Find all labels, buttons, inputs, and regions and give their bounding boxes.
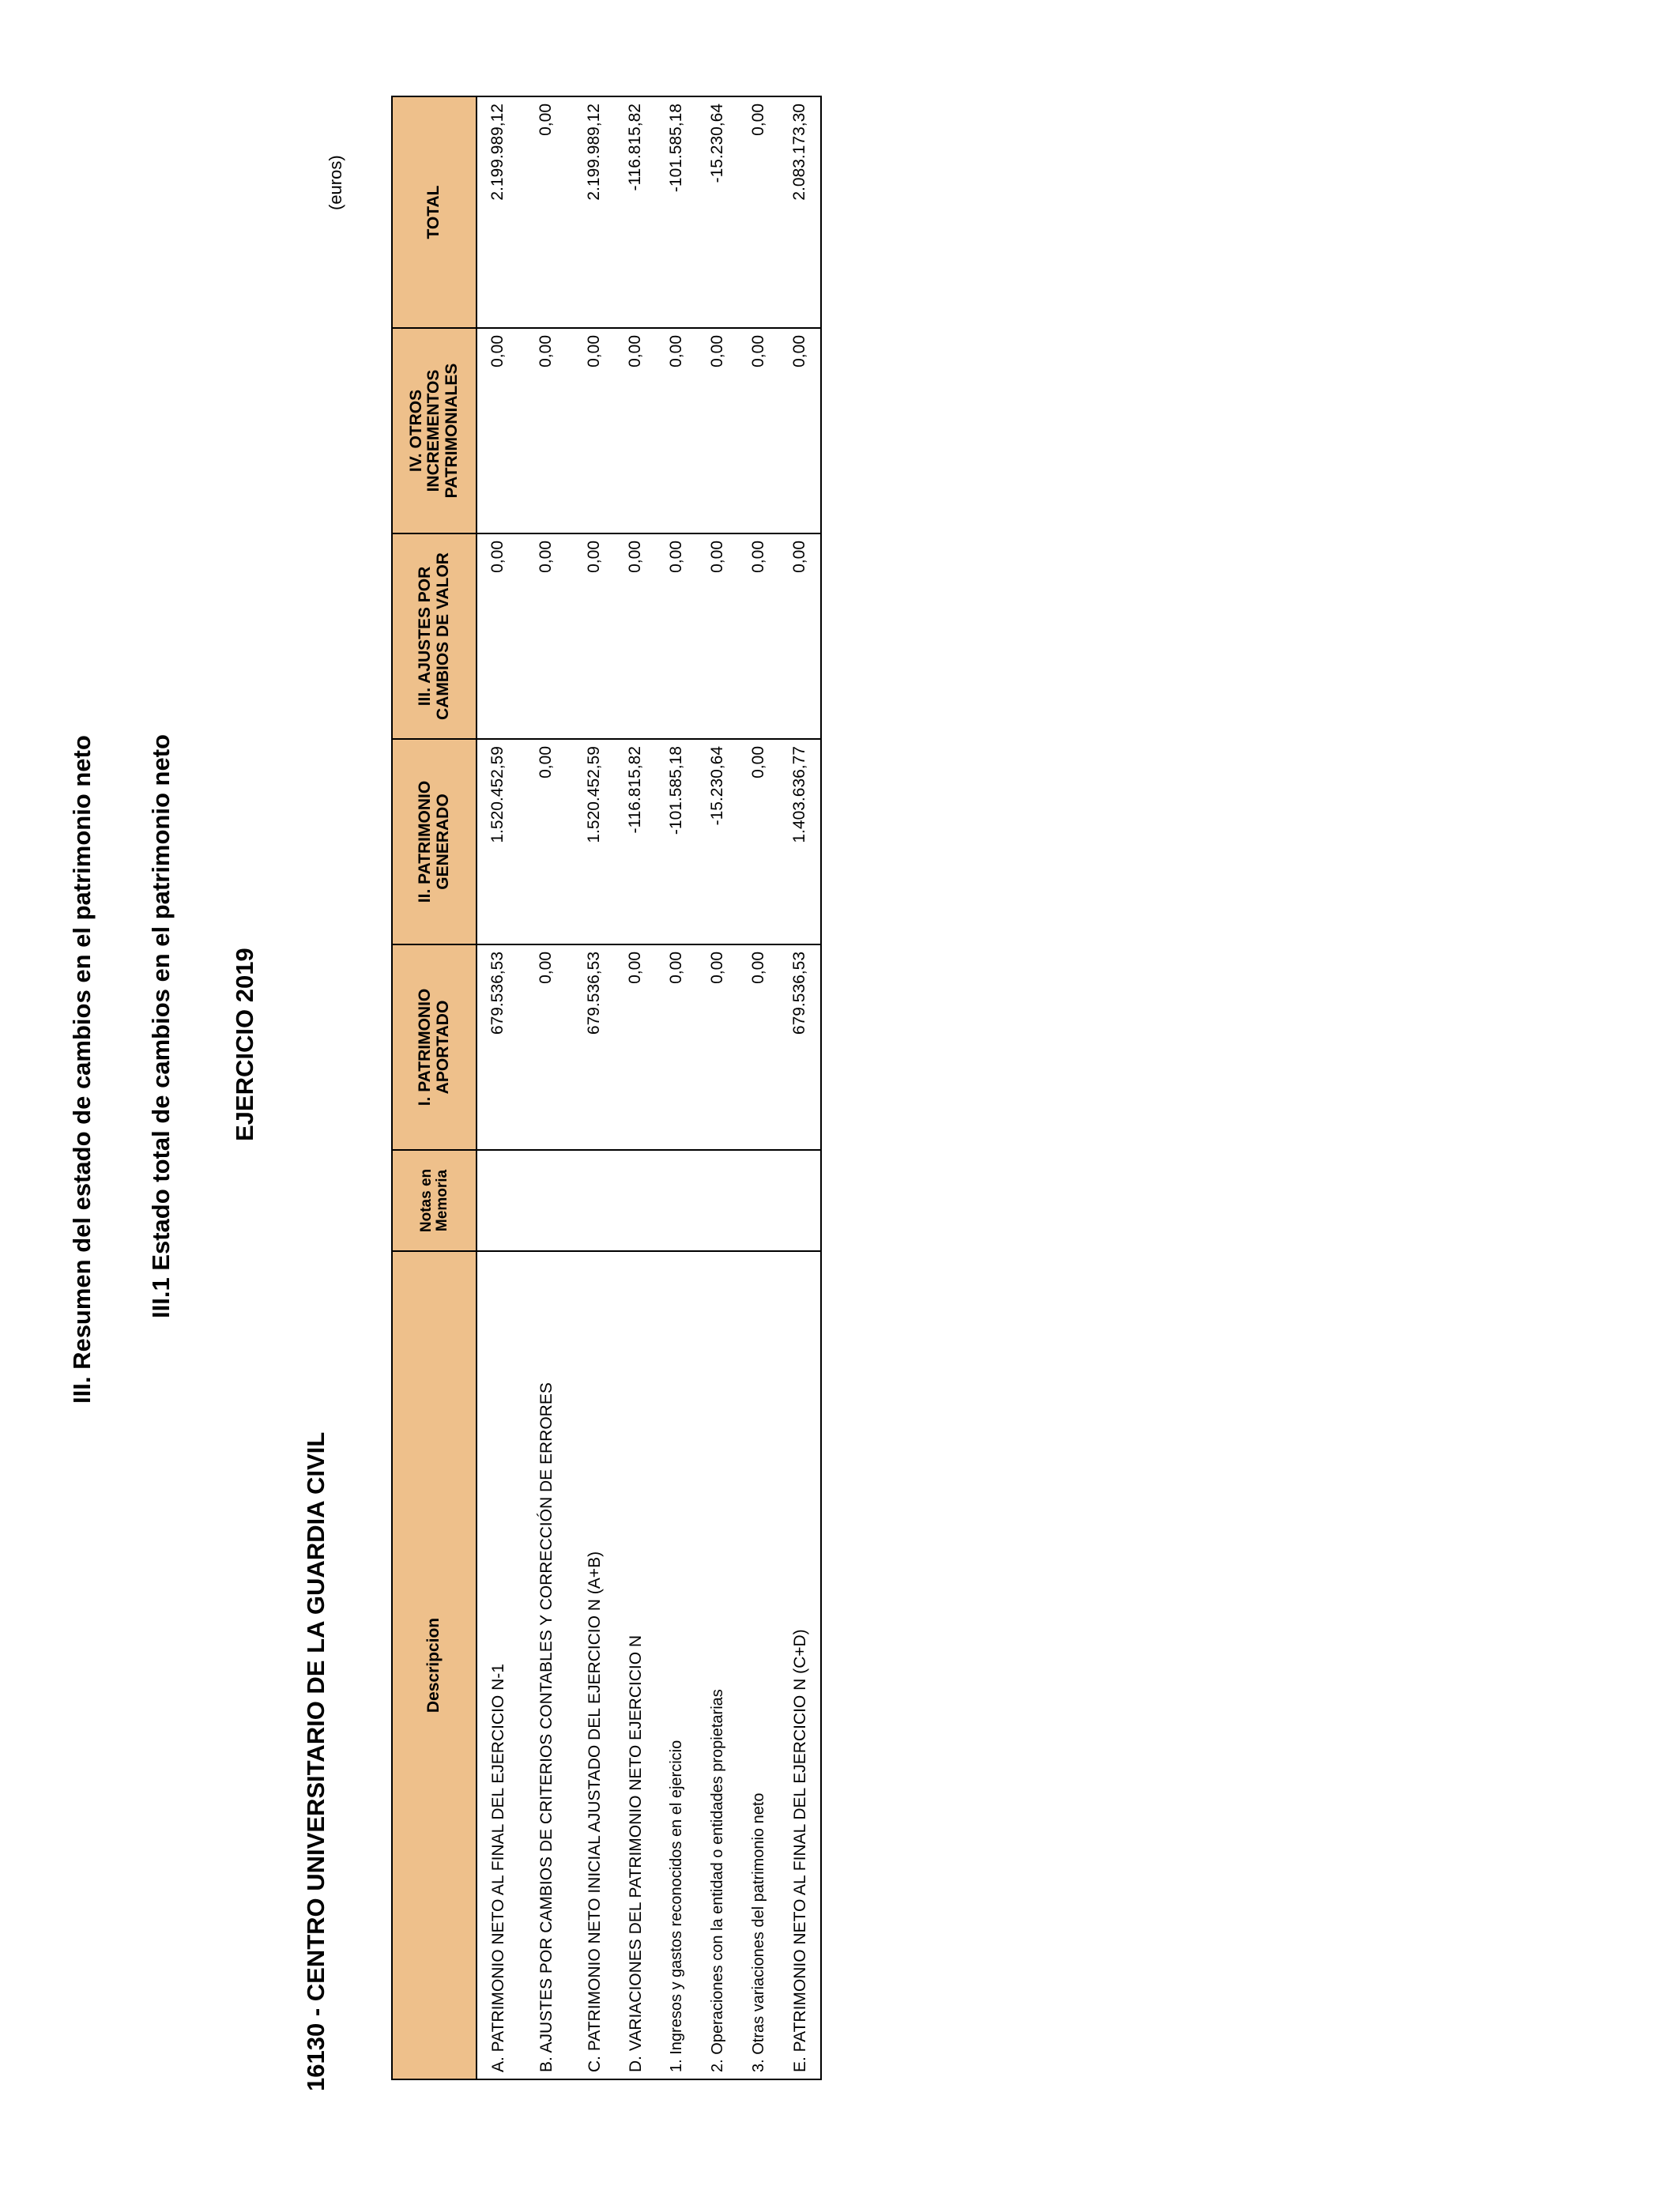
- row-generado: 1.403.636,77: [779, 739, 821, 944]
- header-ajustes-valor: III. AJUSTES POR CAMBIOS DE VALOR: [392, 533, 477, 739]
- table-row: [477, 96, 518, 2079]
- row-generado: 1.520.452,59: [477, 739, 518, 944]
- row-ajustes: 0,00: [615, 533, 656, 739]
- row-generado: -116.815,82: [615, 739, 656, 944]
- row-generado: 1.520.452,59: [574, 739, 615, 944]
- row-notes: [518, 1150, 574, 1251]
- table-header-row: [392, 96, 477, 2079]
- row-description: C. PATRIMONIO NETO INICIAL AJUSTADO DEL EJERCICIO N (A+B): [574, 1251, 615, 2079]
- row-total: 2.199.989,12: [574, 96, 615, 328]
- row-aportado: 0,00: [615, 944, 656, 1150]
- row-notes: [477, 1150, 518, 1251]
- exercise-year: EJERCICIO 2019: [231, 948, 258, 1141]
- row-notes: [738, 1150, 779, 1251]
- row-description: A. PATRIMONIO NETO AL FINAL DEL EJERCICIO N-1: [477, 1251, 518, 2079]
- row-ajustes: 0,00: [697, 533, 738, 739]
- page-subtitle: III.1 Estado total de cambios en el patrimonio neto: [147, 734, 175, 1318]
- row-notes: [574, 1150, 615, 1251]
- header-total: TOTAL: [392, 96, 477, 328]
- row-otros: 0,00: [697, 328, 738, 533]
- row-aportado: 679.536,53: [574, 944, 615, 1150]
- entity-name: 16130 - CENTRO UNIVERSITARIO DE LA GUARDIA CIVIL: [302, 1431, 330, 2091]
- row-total: 0,00: [518, 96, 574, 328]
- table-row: [656, 96, 697, 2079]
- table-row: [738, 96, 779, 2079]
- row-total: 2.199.989,12: [477, 96, 518, 328]
- header-descripcion: Descripcion: [392, 1251, 477, 2079]
- row-generado: 0,00: [738, 739, 779, 944]
- row-total: -101.585,18: [656, 96, 697, 328]
- row-aportado: 0,00: [656, 944, 697, 1150]
- row-description: 1. Ingresos y gastos reconocidos en el ejercicio: [656, 1251, 697, 2079]
- row-ajustes: 0,00: [518, 533, 574, 739]
- header-otros-incrementos: IV. OTROS INCREMENTOS PATRIMONIALES: [392, 328, 477, 533]
- row-otros: 0,00: [615, 328, 656, 533]
- row-ajustes: 0,00: [738, 533, 779, 739]
- row-total: -15.230,64: [697, 96, 738, 328]
- table-row: [697, 96, 738, 2079]
- row-total: -116.815,82: [615, 96, 656, 328]
- row-description: D. VARIACIONES DEL PATRIMONIO NETO EJERCICIO N: [615, 1251, 656, 2079]
- row-generado: 0,00: [518, 739, 574, 944]
- row-description: 2. Operaciones con la entidad o entidades propietarias: [697, 1251, 738, 2079]
- row-notes: [615, 1150, 656, 1251]
- row-ajustes: 0,00: [656, 533, 697, 739]
- equity-changes-table: [391, 96, 822, 2080]
- row-otros: 0,00: [779, 328, 821, 533]
- table-row: [615, 96, 656, 2079]
- row-notes: [697, 1150, 738, 1251]
- row-description: 3. Otras variaciones del patrimonio neto: [738, 1251, 779, 2079]
- row-total: 0,00: [738, 96, 779, 328]
- page-title: III. Resumen del estado de cambios en el patrimonio neto: [68, 735, 96, 1404]
- row-aportado: 0,00: [518, 944, 574, 1150]
- row-generado: -101.585,18: [656, 739, 697, 944]
- table-row: [779, 96, 821, 2079]
- header-patrimonio-generado: II. PATRIMONIO GENERADO: [392, 739, 477, 944]
- row-ajustes: 0,00: [779, 533, 821, 739]
- table-row: [574, 96, 615, 2079]
- row-notes: [656, 1150, 697, 1251]
- header-notas: Notas en Memoria: [392, 1150, 477, 1251]
- row-description: B. AJUSTES POR CAMBIOS DE CRITERIOS CONTABLES Y CORRECCIÓN DE ERRORES: [518, 1251, 574, 2079]
- row-aportado: 0,00: [697, 944, 738, 1150]
- row-otros: 0,00: [477, 328, 518, 533]
- currency-unit: (euros): [326, 155, 345, 210]
- header-patrimonio-aportado: I. PATRIMONIO APORTADO: [392, 944, 477, 1150]
- row-aportado: 679.536,53: [477, 944, 518, 1150]
- row-ajustes: 0,00: [477, 533, 518, 739]
- row-ajustes: 0,00: [574, 533, 615, 739]
- row-aportado: 0,00: [738, 944, 779, 1150]
- row-otros: 0,00: [656, 328, 697, 533]
- row-total: 2.083.173,30: [779, 96, 821, 328]
- row-notes: [779, 1150, 821, 1251]
- row-otros: 0,00: [574, 328, 615, 533]
- row-description: E. PATRIMONIO NETO AL FINAL DEL EJERCICIO N (C+D): [779, 1251, 821, 2079]
- row-aportado: 679.536,53: [779, 944, 821, 1150]
- row-otros: 0,00: [738, 328, 779, 533]
- row-generado: -15.230,64: [697, 739, 738, 944]
- row-otros: 0,00: [518, 328, 574, 533]
- table-row: [518, 96, 574, 2079]
